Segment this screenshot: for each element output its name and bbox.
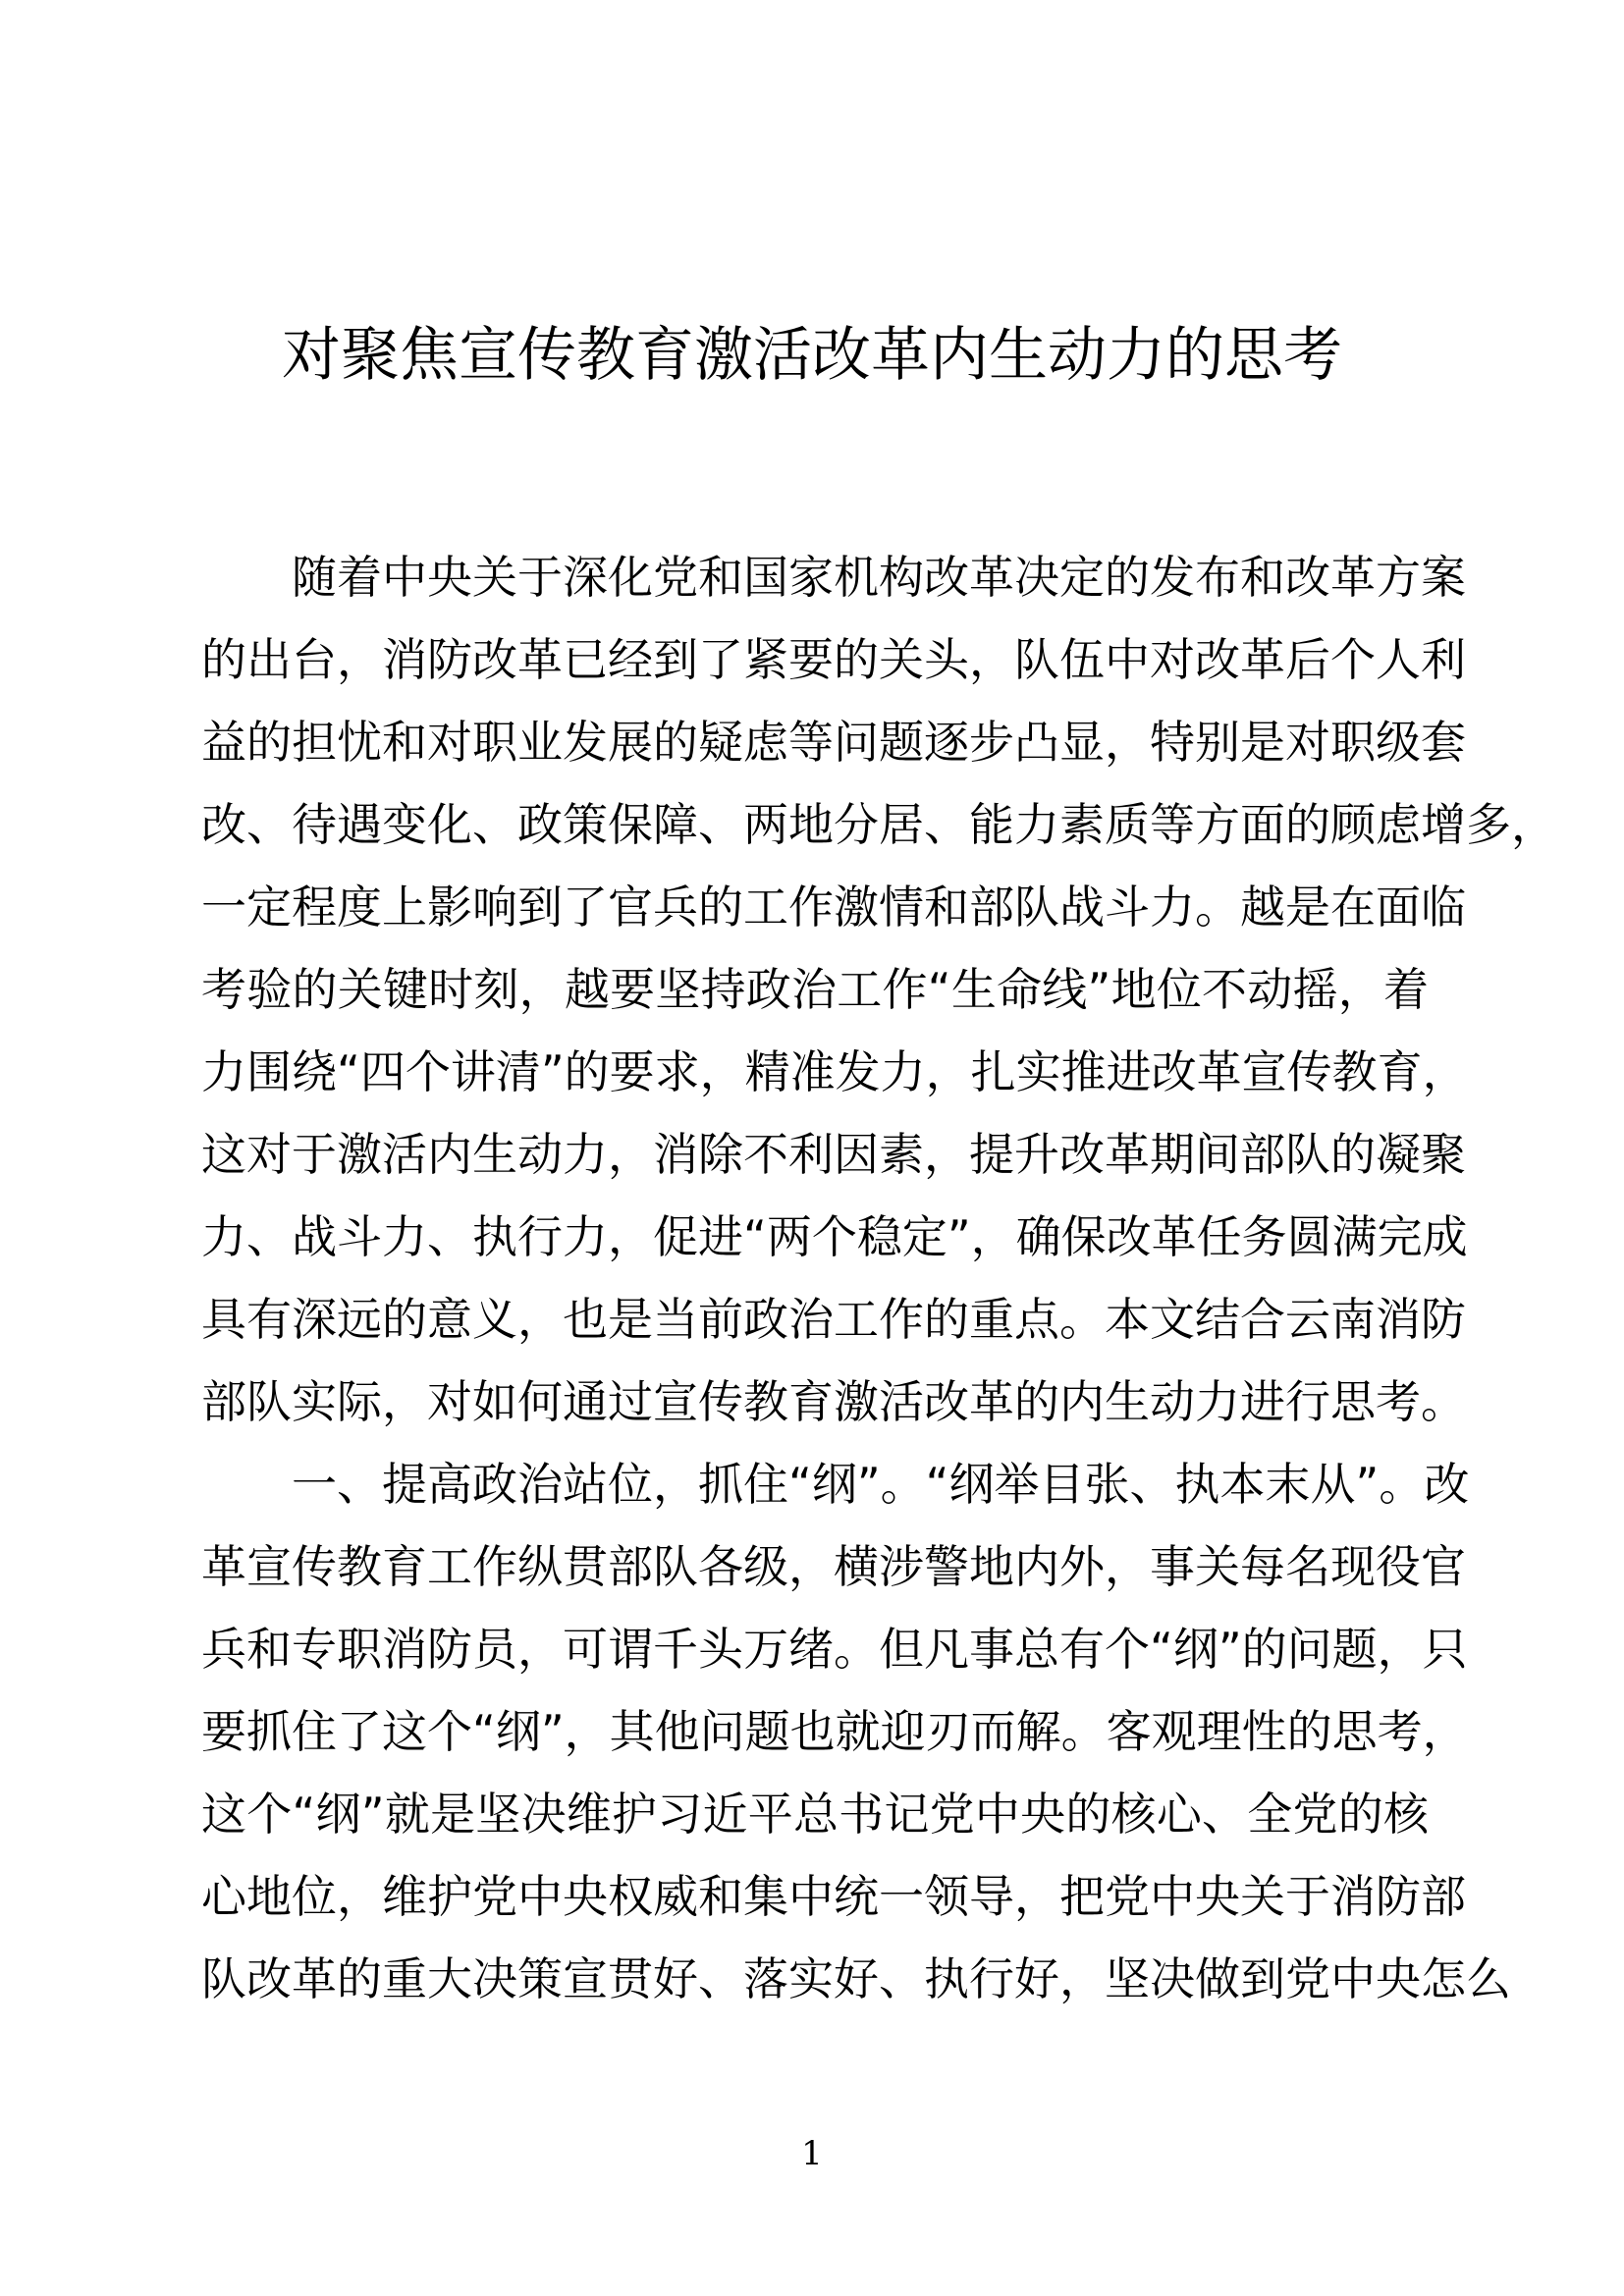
paragraph-line: 考验的关键时刻，越要坚持政治工作“生命线”地位不动摇，着 (201, 963, 1429, 1016)
paragraph-2 (201, 1443, 1511, 2020)
paragraph-1 (201, 536, 1556, 1443)
paragraph-line: 兵和专职消防员，可谓千头万绪。但凡事总有个“纲”的问题，只 (201, 1623, 1468, 1676)
paragraph-line: 一定程度上影响到了官兵的工作激情和部队战斗力。越是在面临 (201, 881, 1466, 934)
paragraph-line: 这对于激活内生动力，消除不利因素，提升改革期间部队的凝聚 (201, 1128, 1466, 1181)
paragraph-line: 要抓住了这个“纲”，其他问题也就迎刃而解。客观理性的思考， (201, 1705, 1468, 1758)
page-number: 1 (801, 2134, 823, 2173)
document-body (201, 536, 1556, 2020)
paragraph-line: 革宣传教育工作纵贯部队各级，横涉警地内外，事关每名现役官 (201, 1540, 1466, 1593)
document-title: 对聚焦宣传教育激活改革内生动力的思考 (282, 321, 1342, 390)
paragraph-line: 具有深远的意义，也是当前政治工作的重点。本文结合云南消防 (201, 1293, 1466, 1346)
paragraph-line: 一、提高政治站位，抓住“纲”。“纲举目张、执本末从”。改 (292, 1458, 1470, 1511)
paragraph-line: 队改革的重大决策宣贯好、落实好、执行好，坚决做到党中央怎么 (201, 1952, 1511, 2005)
paragraph-line: 力围绕“四个讲清”的要求，精准发力，扎实推进改革宣传教育， (201, 1045, 1468, 1098)
paragraph-line: 益的担忧和对职业发展的疑虑等问题逐步凸显，特别是对职级套 (201, 716, 1466, 769)
paragraph-line: 部队实际，对如何通过宣传教育激活改革的内生动力进行思考。 (201, 1375, 1466, 1428)
paragraph-line: 这个“纲”就是坚决维护习近平总书记党中央的核心、全党的核 (201, 1788, 1429, 1841)
paragraph-line: 力、战斗力、执行力，促进“两个稳定”，确保改革任务圆满完成 (201, 1210, 1468, 1263)
paragraph-line: 心地位，维护党中央权威和集中统一领导，把党中央关于消防部 (201, 1870, 1466, 1923)
paragraph-line: 改、待遇变化、政策保障、两地分居、能力素质等方面的顾虑增多， (201, 798, 1556, 851)
paragraph-line: 随着中央关于深化党和国家机构改革决定的发布和改革方案 (292, 551, 1466, 604)
paragraph-line: 的出台，消防改革已经到了紧要的关头，队伍中对改革后个人利 (201, 633, 1466, 686)
